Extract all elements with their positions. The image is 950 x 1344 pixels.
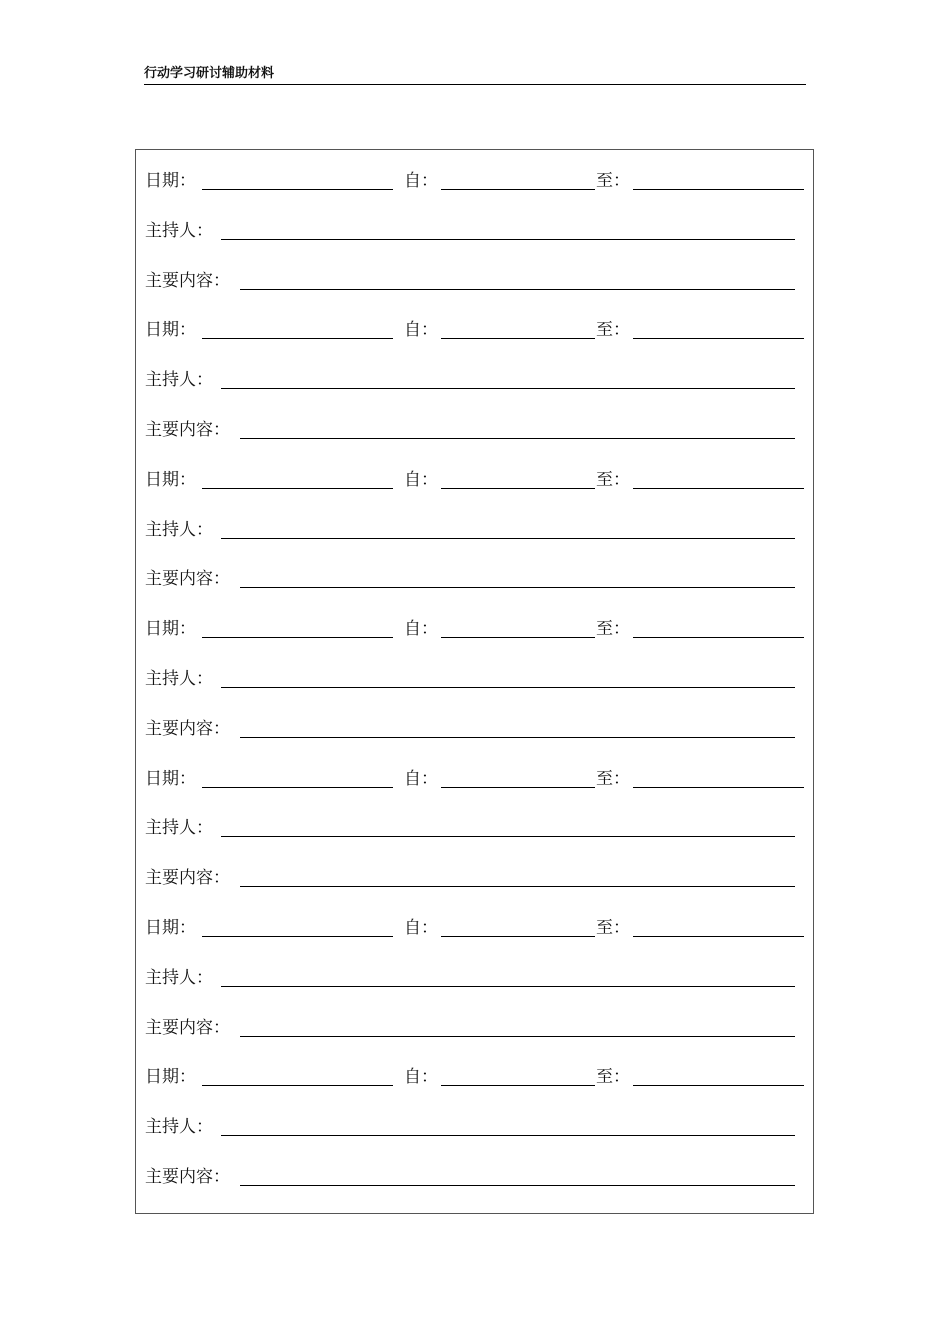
host-row — [136, 369, 815, 393]
content-label: 主要内容： — [145, 1017, 230, 1038]
date-row — [136, 469, 815, 493]
from-label: 自： — [404, 320, 438, 341]
content-field[interactable] — [240, 568, 795, 588]
host-label: 主持人： — [145, 1117, 213, 1138]
from-time-field[interactable] — [441, 1066, 595, 1086]
host-field[interactable] — [221, 668, 795, 688]
host-row — [136, 668, 815, 692]
date-label: 日期： — [145, 619, 196, 640]
content-field[interactable] — [240, 1166, 795, 1186]
date-row — [136, 170, 815, 194]
content-field[interactable] — [240, 718, 795, 738]
host-label: 主持人： — [145, 519, 213, 540]
from-time-field[interactable] — [441, 170, 595, 190]
content-row — [136, 419, 815, 443]
from-time-field[interactable] — [441, 917, 595, 937]
content-label: 主要内容： — [145, 569, 230, 590]
from-label: 自： — [404, 918, 438, 938]
content-label: 主要内容： — [145, 270, 230, 291]
host-field[interactable] — [221, 817, 795, 837]
host-field[interactable] — [221, 220, 795, 240]
host-label: 主持人： — [145, 818, 213, 839]
host-row — [136, 1116, 815, 1140]
to-label: 至： — [596, 619, 630, 640]
date-row — [136, 917, 815, 941]
content-row — [136, 718, 815, 742]
date-field[interactable] — [202, 618, 393, 638]
from-label: 自： — [404, 1067, 438, 1088]
from-label: 自： — [404, 469, 438, 490]
date-label: 日期： — [145, 768, 196, 789]
from-time-field[interactable] — [441, 469, 595, 489]
date-row — [136, 1066, 815, 1090]
content-label: 主要内容： — [145, 868, 230, 889]
date-field[interactable] — [202, 319, 393, 339]
from-label: 自： — [404, 619, 438, 640]
host-row — [136, 519, 815, 543]
from-time-field[interactable] — [441, 768, 595, 788]
content-field[interactable] — [240, 419, 795, 439]
content-field[interactable] — [240, 1017, 795, 1037]
from-time-field[interactable] — [441, 618, 595, 638]
content-row — [136, 1166, 815, 1190]
to-label: 至： — [596, 171, 630, 191]
date-field[interactable] — [202, 768, 393, 788]
to-time-field[interactable] — [633, 469, 804, 489]
content-row — [136, 867, 815, 891]
date-label: 日期： — [145, 918, 196, 938]
date-label: 日期： — [145, 171, 196, 191]
date-label: 日期： — [145, 1067, 196, 1088]
to-label: 至： — [596, 320, 630, 341]
to-label: 至： — [596, 768, 630, 789]
to-label: 至： — [596, 1067, 630, 1088]
host-field[interactable] — [221, 967, 795, 987]
content-row — [136, 270, 815, 294]
date-field[interactable] — [202, 469, 393, 489]
date-row — [136, 768, 815, 792]
to-time-field[interactable] — [633, 170, 804, 190]
host-label: 主持人： — [145, 669, 213, 689]
host-row — [136, 817, 815, 841]
content-row — [136, 568, 815, 592]
date-row — [136, 319, 815, 343]
to-time-field[interactable] — [633, 1066, 804, 1086]
date-field[interactable] — [202, 917, 393, 937]
from-time-field[interactable] — [441, 319, 595, 339]
host-label: 主持人： — [145, 220, 213, 241]
content-field[interactable] — [240, 867, 795, 887]
meeting-record-form — [135, 149, 814, 1214]
date-field[interactable] — [202, 1066, 393, 1086]
host-row — [136, 967, 815, 991]
content-label: 主要内容： — [145, 420, 230, 440]
content-field[interactable] — [240, 270, 795, 290]
to-label: 至： — [596, 469, 630, 490]
content-row — [136, 1017, 815, 1041]
host-field[interactable] — [221, 369, 795, 389]
date-label: 日期： — [145, 469, 196, 490]
to-time-field[interactable] — [633, 618, 804, 638]
date-row — [136, 618, 815, 642]
content-label: 主要内容： — [145, 1167, 230, 1187]
from-label: 自： — [404, 171, 438, 191]
to-time-field[interactable] — [633, 768, 804, 788]
from-label: 自： — [404, 768, 438, 789]
host-field[interactable] — [221, 519, 795, 539]
host-row — [136, 220, 815, 244]
to-label: 至： — [596, 918, 630, 938]
host-label: 主持人： — [145, 370, 213, 391]
content-label: 主要内容： — [145, 718, 230, 739]
page-header-title: 行动学习研讨辅助材料 — [144, 66, 275, 81]
to-time-field[interactable] — [633, 917, 804, 937]
host-field[interactable] — [221, 1116, 795, 1136]
page-header — [144, 64, 806, 85]
to-time-field[interactable] — [633, 319, 804, 339]
host-label: 主持人： — [145, 967, 213, 988]
date-label: 日期： — [145, 320, 196, 341]
date-field[interactable] — [202, 170, 393, 190]
